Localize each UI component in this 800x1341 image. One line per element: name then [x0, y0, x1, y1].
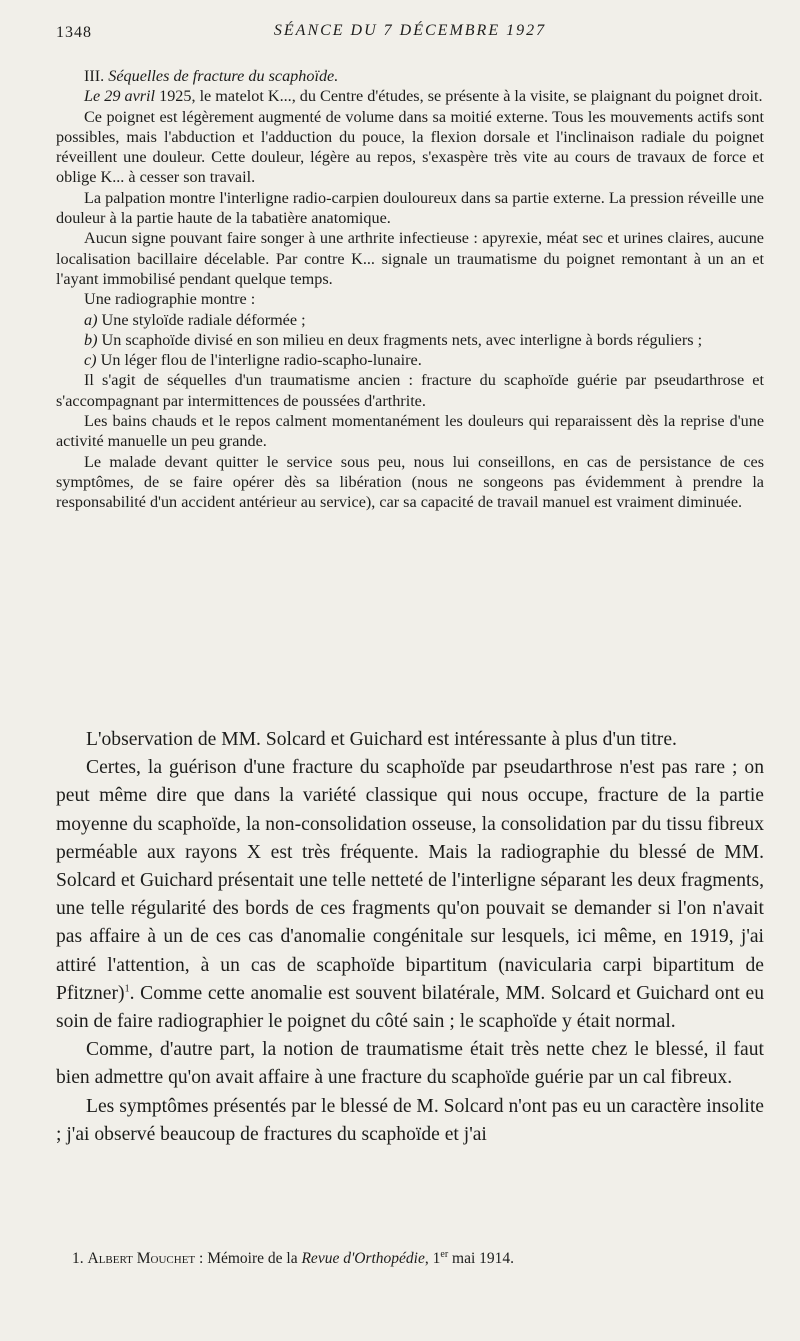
page-number: 1348 [56, 24, 92, 41]
case-paragraph-7: Les bains chauds et le repos calment momentanément les douleurs qui reparaissent dès la reprise d'une activité manuelle un peu grande. [56, 412, 764, 451]
commentary-paragraph-3: Comme, d'autre part, la notion de traumatisme était très nette chez le blessé, il faut bien admettre qu'on avait affaire à une fracture du scaphoïde guérie par un cal fibreux. [56, 1039, 764, 1089]
case-paragraph-4: Aucun signe pouvant faire songer à une arthrite infectieuse : apyrexie, méat sec et urines claires, aucune localisation bacillaire décelable. Par contre K... signale un traumatisme du poignet remontant à un an et l'ayant immobilisé pendant quelque temps. [56, 229, 764, 288]
commentary-paragraph-1: L'observation de MM. Solcard et Guichard est intéressante à plus d'un titre. [86, 729, 677, 750]
case-paragraph-6: Il s'agit de séquelles d'un traumatisme ancien : fracture du scaphoïde guérie par pseudarthrose et s'accompagnant par intermittences de poussées d'arthrite. [56, 371, 764, 410]
case-paragraph-5: Une radiographie montre : [84, 290, 256, 309]
case-date: Le 29 avril [84, 87, 156, 106]
list-item: c) Un léger flou de l'interligne radio-scapho-lunaire. [84, 351, 422, 370]
footnote-journal: Revue d'Orthopédie [301, 1250, 425, 1267]
footnote-author: Albert Mouchet [87, 1250, 196, 1267]
commentary [56, 726, 764, 1149]
case-paragraph-3: La palpation montre l'interligne radio-carpien douloureux dans sa partie externe. La pression réveille une douleur à la partie haute de la tabatière anatomique. [56, 188, 764, 228]
case-report [56, 66, 764, 513]
section-title [56, 66, 764, 86]
case-paragraph-1: Le 29 avril 1925, le matelot K..., du Centre d'études, se présente à la visite, se plaignant du poignet droit. [84, 87, 763, 106]
list-item: b) Un scaphoïde divisé en son milieu en deux fragments nets, avec interligne à bords réguliers ; [84, 330, 703, 349]
running-header [56, 22, 764, 48]
running-title: SÉANCE DU 7 DÉCEMBRE 1927 [273, 22, 547, 39]
commentary-paragraph-4: Les symptômes présentés par le blessé de M. Solcard n'ont pas eu un caractère insolite ; j'ai observé beaucoup de fractures du scaphoïde et j'ai [56, 1095, 764, 1145]
case-paragraph-8: Le malade devant quitter le service sous peu, nous lui conseillons, en cas de persistance de ces symptômes, de se faire opérer dès sa libération (nous ne songeons pas évidemment à prendre la responsabilité d'un accident antérieur au service), car sa capacité de travail manuel est vraiment diminuée. [56, 452, 764, 512]
case-paragraph-2: Ce poignet est légèrement augmenté de volume dans sa moitié externe. Tous les mouvements actifs sont possibles, mais l'abduction et l'adduction du pouce, la flexion dorsale et l'inclinaison radiale du poignet réveillent une douleur. Cette douleur, légère au repos, s'exaspère très vite au cours de travaux de force et oblige K... à cesser son travail. [56, 107, 764, 187]
commentary-paragraph-2: Certes, la guérison d'une fracture du scaphoïde par pseudarthrose n'est pas rare ; on peut même dire que dans la variété classique qui nous occupe, fracture de la partie moyenne du scaphoïde, la non-consolidation osseuse, la consolidation par du tissu fibreux perméable aux rayons X est très fréquente. Mais la radiographie du blessé de MM. Solcard et Guichard présentait une telle netteté de l'interligne séparant les deux fragments, une telle régularité des bords de ces fragments qu'on pouvait se demander si l'on n'avait pas affaire à un de ces cas d'anomalie congénitale sur lesquels, ici même, en 1919, j'ai attiré l'attention, à un cas de scaphoïde bipartitum (navicularia carpi bipartitum de Pfitzner)$^1$. Comme cette anomalie est souvent bilatérale, MM. Solcard et Guichard ont eu soin de faire radiographier le poignet du côté sain ; le scaphoïde y était normal. [56, 757, 764, 1033]
footnote: 1. Albert Mouchet : Mémoire de la Revue d'Orthopédie, 1er mai 1914. [72, 1248, 515, 1267]
list-item: a) Une styloïde radiale déformée ; [84, 310, 306, 329]
section-number: III. [84, 67, 105, 85]
footnote-ref: 1 [124, 983, 130, 995]
section-title-text: Séquelles de fracture du scaphoïde. [108, 67, 339, 85]
footnote-number: 1. [72, 1250, 84, 1267]
